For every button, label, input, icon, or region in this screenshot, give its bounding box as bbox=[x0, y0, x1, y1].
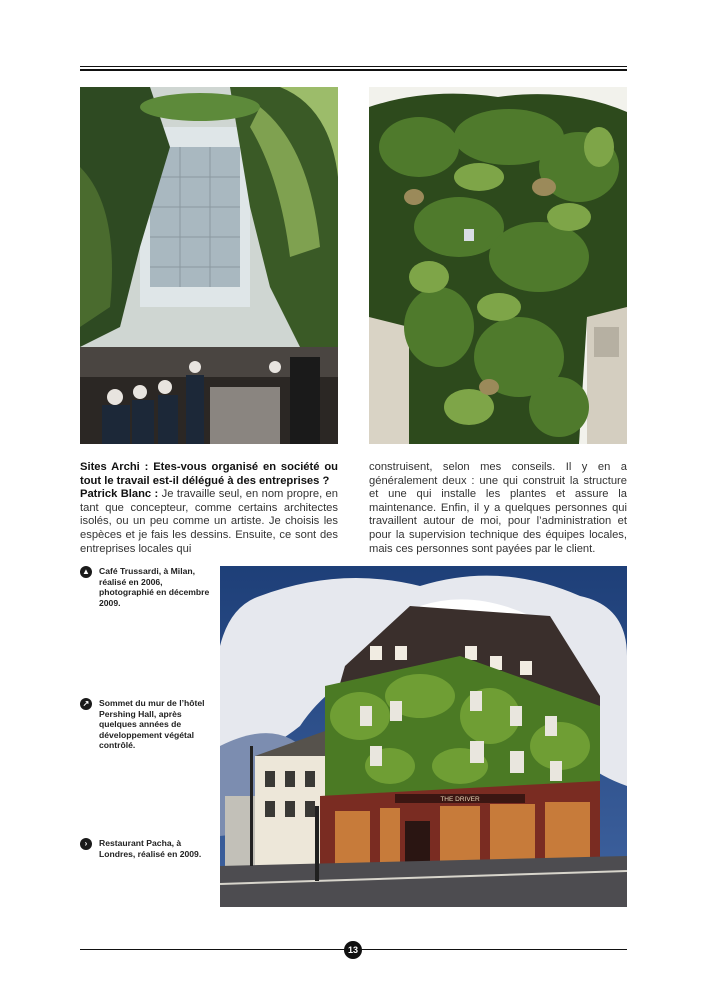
arrow-up-right-icon: ↗ bbox=[80, 698, 92, 710]
interview-answer-part1: Je travaille seul, en nom propre, en tant que concepteur, comme certains architectes isolés, ou un peu comme un artiste. Je choisis les espèces et je fais les dessins. Ensuite, ce sont des entreprises locales qui bbox=[80, 488, 339, 555]
interview-question: Sites Archi : Etes-vous organisé en société ou tout le travail est-il délégué à des entreprises ? bbox=[80, 461, 338, 487]
arrow-up-icon: ▲ bbox=[80, 566, 92, 578]
speaker-name: Patrick Blanc : bbox=[80, 488, 159, 501]
caption-restaurant-pacha bbox=[80, 838, 215, 868]
interview-column-right bbox=[369, 461, 627, 556]
interview-column-left bbox=[80, 461, 338, 556]
caption-cafe-trussardi bbox=[80, 566, 215, 606]
caption-text: Café Trussardi, à Milan, réalisé en 2006, photographié en décembre 2009. bbox=[99, 566, 210, 608]
interview-answer-part2: construisent, selon mes conseils. Il y en a généralement deux : une qui construit la structure et une qui installe les plantes et assure la maintenance. Enfin, il y a quelques personnes qui travaillent autour de moi, pour l’administration et pour la supervision technique des équipes locales, mais ces personnes sont payées par le client. bbox=[369, 461, 627, 555]
arrow-right-icon: › bbox=[80, 838, 92, 850]
caption-pershing-hall bbox=[80, 698, 215, 754]
caption-text: Restaurant Pacha, à Londres, réalisé en 2009. bbox=[99, 838, 202, 859]
photo-cafe-trussardi bbox=[80, 87, 338, 444]
photo-pershing-hall-wall bbox=[369, 87, 627, 444]
photo-restaurant-pacha bbox=[220, 566, 627, 907]
top-rule-thin bbox=[80, 66, 627, 67]
caption-text: Sommet du mur de l’hôtel Pershing Hall, après quelques années de développement végétal contrôlé. bbox=[99, 698, 205, 751]
pub-sign: THE DRIVER bbox=[440, 796, 480, 803]
top-rule-thick bbox=[80, 69, 627, 71]
page-number: 13 bbox=[344, 941, 362, 959]
